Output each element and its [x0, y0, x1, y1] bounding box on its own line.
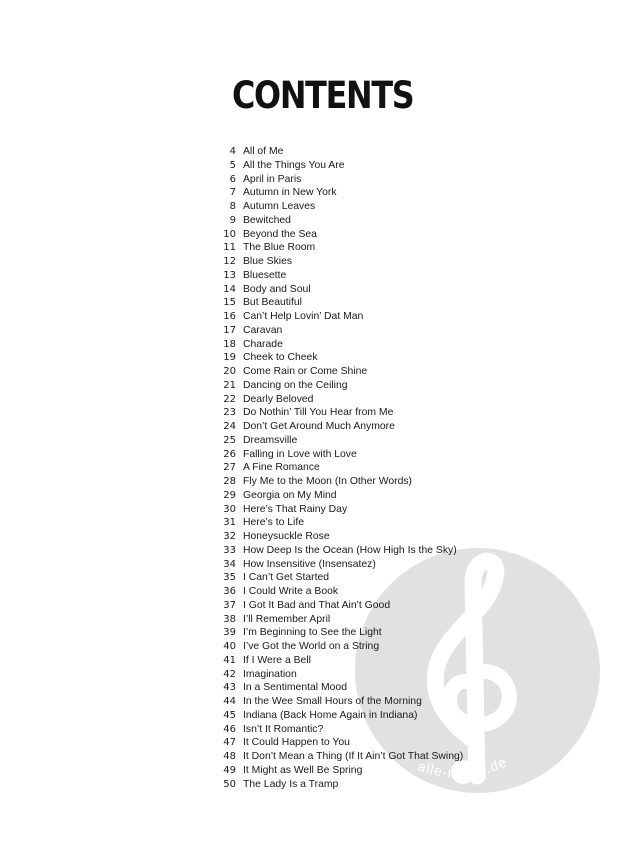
toc-entry[interactable] — [213, 390, 463, 404]
toc-entry[interactable] — [213, 665, 463, 679]
toc-page-number: 7 — [229, 187, 236, 199]
toc-song-title[interactable]: April in Paris — [243, 173, 302, 185]
toc-song-title[interactable]: Dearly Beloved — [243, 393, 314, 405]
toc-page-number: 21 — [223, 379, 236, 391]
toc-entry[interactable] — [213, 252, 463, 266]
toc-song-title[interactable]: Come Rain or Come Shine — [243, 366, 368, 377]
toc-page-number: 44 — [223, 696, 236, 707]
toc-entry[interactable] — [213, 362, 463, 376]
toc-page-number: 47 — [223, 737, 236, 749]
toc-song-title[interactable]: Can’t Help Lovin’ Dat Man — [243, 311, 364, 322]
toc-entry[interactable] — [213, 417, 463, 431]
toc-entry[interactable] — [213, 458, 463, 472]
toc-page-number: 8 — [229, 201, 236, 212]
toc-entry[interactable] — [213, 238, 463, 252]
toc-song-title[interactable]: Autumn in New York — [243, 187, 337, 199]
toc-page-number: 36 — [223, 586, 236, 597]
toc-entry[interactable] — [213, 225, 463, 239]
toc-page-number: 48 — [223, 751, 236, 762]
toc-entry[interactable] — [213, 472, 463, 486]
toc-entry[interactable] — [213, 500, 463, 514]
toc-song-title[interactable]: Charade — [243, 338, 283, 350]
toc-song-title[interactable]: Georgia on My Mind — [243, 489, 337, 501]
toc-song-title[interactable]: Autumn Leaves — [243, 201, 316, 212]
toc-entry[interactable] — [213, 183, 463, 197]
table-of-contents — [213, 142, 463, 788]
toc-entry[interactable] — [213, 266, 463, 280]
toc-entry[interactable] — [213, 142, 463, 156]
toc-entry[interactable] — [213, 321, 463, 335]
toc-song-title[interactable]: It Don’t Mean a Thing (If It Ain’t Got That Swing) — [243, 751, 464, 762]
toc-entry[interactable] — [213, 541, 463, 555]
toc-page-number: 34 — [223, 558, 236, 570]
toc-song-title[interactable]: Bewitched — [243, 214, 291, 226]
toc-entry[interactable] — [213, 445, 463, 459]
toc-song-title[interactable]: If I Were a Bell — [243, 654, 311, 666]
toc-song-title[interactable]: I Can’t Get Started — [243, 572, 330, 584]
toc-page-number: 37 — [223, 599, 236, 611]
toc-song-title[interactable]: It Could Happen to You — [243, 737, 350, 749]
toc-page-number: 18 — [223, 338, 236, 350]
toc-page-number: 31 — [223, 517, 236, 529]
toc-page-number: 46 — [223, 723, 236, 735]
toc-page-number: 40 — [223, 641, 236, 652]
toc-page-number: 35 — [223, 572, 236, 584]
toc-song-title[interactable]: Blue Skies — [243, 256, 293, 267]
toc-page-number: 38 — [223, 613, 236, 625]
toc-entry[interactable] — [213, 720, 463, 734]
toc-song-title[interactable]: A Fine Romance — [243, 462, 320, 474]
toc-entry[interactable] — [213, 623, 463, 637]
toc-page-number: 28 — [223, 476, 236, 487]
toc-page-number: 50 — [223, 778, 236, 790]
toc-page-number: 5 — [229, 159, 236, 171]
toc-song-title[interactable]: In the Wee Small Hours of the Morning — [243, 696, 422, 707]
toc-page-number: 13 — [223, 269, 236, 281]
toc-entry[interactable] — [213, 637, 463, 651]
toc-page-number: 11 — [223, 242, 236, 254]
toc-song-title[interactable]: Here’s to Life — [243, 517, 305, 529]
toc-song-title[interactable]: Falling in Love with Love — [243, 448, 357, 460]
toc-entry[interactable] — [213, 582, 463, 596]
toc-page-number: 23 — [223, 407, 236, 419]
toc-page-number: 15 — [223, 297, 236, 309]
toc-song-title[interactable]: I Got It Bad and That Ain’t Good — [243, 599, 391, 611]
toc-entry[interactable] — [213, 513, 463, 527]
toc-song-title[interactable]: I Could Write a Book — [243, 586, 339, 597]
toc-song-title[interactable]: I’ll Remember April — [243, 613, 331, 625]
toc-page-number: 10 — [223, 228, 236, 240]
toc-song-title[interactable]: Bluesette — [243, 269, 287, 281]
toc-entry[interactable] — [213, 761, 463, 775]
toc-page-number: 14 — [223, 283, 236, 295]
toc-page-number: 20 — [223, 366, 236, 377]
toc-song-title[interactable]: How Deep Is the Ocean (How High Is the Sky) — [243, 544, 457, 556]
toc-page-number: 9 — [229, 214, 236, 226]
toc-song-title[interactable]: The Blue Room — [243, 242, 316, 254]
page-title: CONTENTS — [232, 74, 414, 117]
toc-page-number: 26 — [223, 448, 236, 460]
toc-page-number: 32 — [223, 531, 236, 542]
toc-page-number: 22 — [223, 393, 236, 405]
toc-page-number: 27 — [223, 462, 236, 474]
toc-page-number: 17 — [223, 324, 236, 336]
toc-entry[interactable] — [213, 527, 463, 541]
toc-page-number: 42 — [223, 668, 236, 680]
toc-page-number: 41 — [223, 654, 236, 666]
toc-entry[interactable] — [213, 651, 463, 665]
toc-song-title[interactable]: But Beautiful — [243, 297, 302, 309]
toc-page-number: 19 — [223, 352, 236, 364]
toc-entry[interactable] — [213, 706, 463, 720]
toc-song-title[interactable]: Body and Soul — [243, 283, 311, 295]
toc-entry[interactable] — [213, 197, 463, 211]
toc-song-title[interactable]: Caravan — [243, 324, 283, 336]
toc-entry[interactable] — [213, 596, 463, 610]
toc-song-title[interactable]: I’ve Got the World on a String — [243, 641, 380, 652]
toc-page-number: 33 — [223, 544, 236, 556]
toc-page-number: 30 — [223, 503, 236, 515]
toc-song-title[interactable]: Here’s That Rainy Day — [243, 503, 348, 515]
toc-song-title[interactable]: Dreamsville — [243, 434, 298, 446]
toc-entry[interactable] — [213, 403, 463, 417]
toc-song-title[interactable]: In a Sentimental Mood — [243, 682, 347, 694]
toc-song-title[interactable]: The Lady Is a Tramp — [243, 778, 339, 790]
toc-entry[interactable] — [213, 678, 463, 692]
toc-song-title[interactable]: Cheek to Cheek — [243, 352, 318, 364]
toc-entry[interactable] — [213, 486, 463, 500]
toc-entry[interactable] — [213, 733, 463, 747]
toc-song-title[interactable]: It Might as Well Be Spring — [243, 764, 363, 776]
toc-entry[interactable] — [213, 156, 463, 170]
toc-entry[interactable] — [213, 376, 463, 390]
toc-entry[interactable] — [213, 293, 463, 307]
toc-entry[interactable] — [213, 348, 463, 362]
toc-page-number: 25 — [223, 434, 236, 446]
toc-song-title[interactable]: Isn’t It Romantic? — [243, 723, 324, 735]
toc-entry[interactable] — [213, 775, 463, 789]
toc-song-title[interactable]: How Insensitive (Insensatez) — [243, 558, 376, 570]
toc-entry[interactable] — [213, 610, 463, 624]
toc-entry[interactable] — [213, 335, 463, 349]
toc-song-title[interactable]: All the Things You Are — [243, 159, 345, 171]
toc-entry[interactable] — [213, 568, 463, 582]
toc-entry[interactable] — [213, 555, 463, 569]
toc-song-title[interactable]: I’m Beginning to See the Light — [243, 627, 382, 639]
toc-page-number: 6 — [229, 173, 236, 185]
toc-entry[interactable] — [213, 431, 463, 445]
toc-page-number: 39 — [223, 627, 236, 639]
toc-song-title[interactable]: Don’t Get Around Much Anymore — [243, 421, 395, 432]
toc-page-number: 12 — [223, 256, 236, 267]
toc-entry[interactable] — [213, 307, 463, 321]
toc-page-number: 4 — [229, 146, 236, 157]
toc-song-title[interactable]: Do Nothin’ Till You Hear from Me — [243, 407, 394, 419]
toc-song-title[interactable]: Fly Me to the Moon (In Other Words) — [243, 476, 412, 487]
toc-page-number: 16 — [223, 311, 236, 322]
toc-song-title[interactable]: Indiana (Back Home Again in Indiana) — [243, 709, 418, 721]
toc-entry[interactable] — [213, 747, 463, 761]
watermark-text: alle-noten.de — [415, 753, 510, 781]
toc-song-title[interactable]: All of Me — [243, 146, 284, 157]
toc-page-number: 29 — [223, 489, 236, 501]
toc-entry[interactable] — [213, 211, 463, 225]
toc-song-title[interactable]: Imagination — [243, 668, 297, 680]
toc-page-number: 24 — [223, 421, 236, 432]
toc-song-title[interactable]: Honeysuckle Rose — [243, 531, 330, 542]
toc-entry[interactable] — [213, 170, 463, 184]
toc-page-number: 43 — [223, 682, 236, 694]
toc-page-number: 45 — [223, 709, 236, 721]
toc-song-title[interactable]: Dancing on the Ceiling — [243, 379, 348, 391]
toc-page-number: 49 — [223, 764, 236, 776]
toc-entry[interactable] — [213, 280, 463, 294]
toc-song-title[interactable]: Beyond the Sea — [243, 228, 317, 240]
toc-entry[interactable] — [213, 692, 463, 706]
